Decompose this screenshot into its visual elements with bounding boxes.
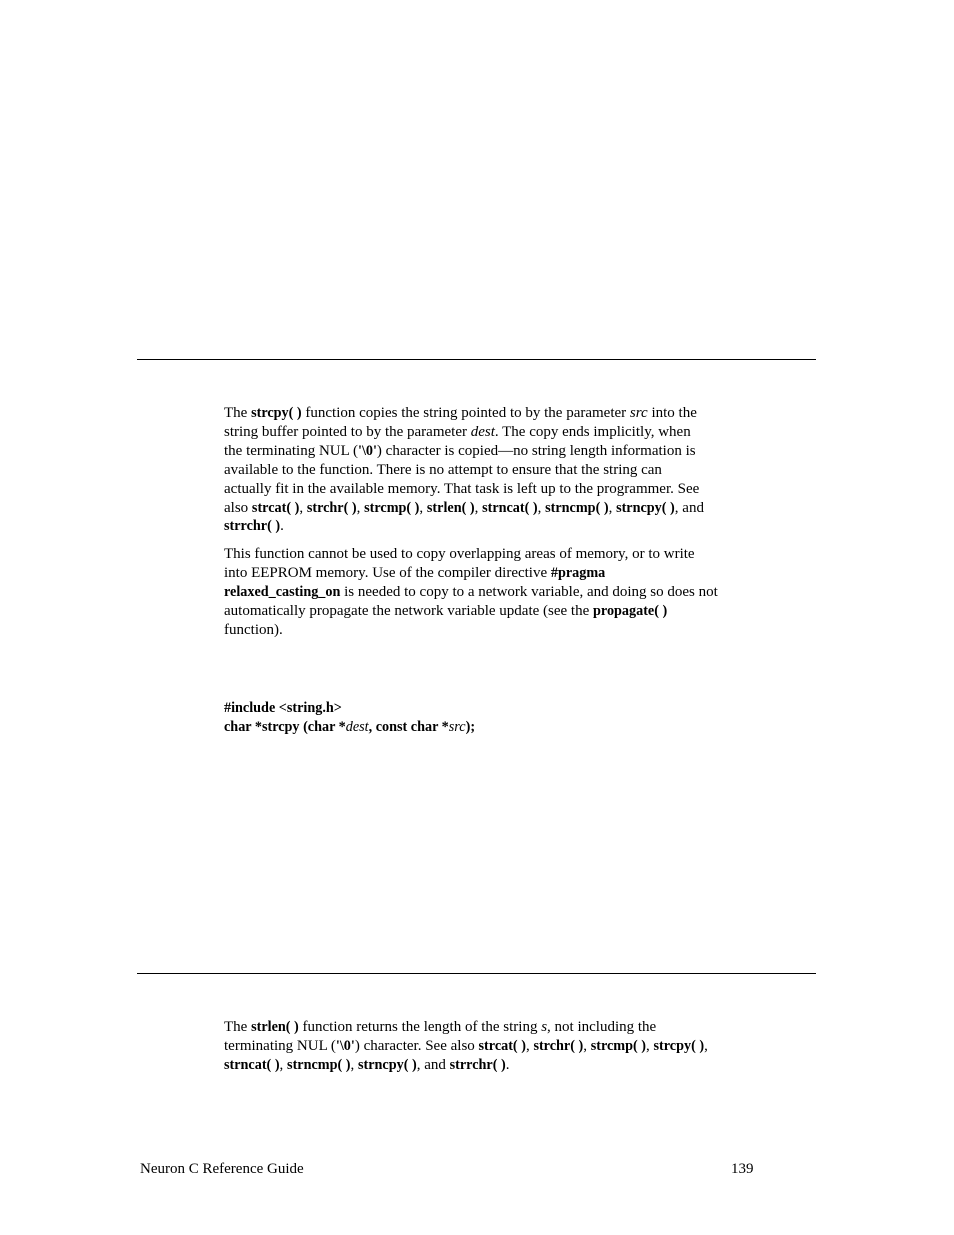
page-number: 139: [731, 1161, 754, 1177]
see-also-strchr: strchr( ): [306, 499, 357, 516]
see-also-strlen: strlen( ): [426, 499, 475, 516]
strlen-description: The strlen( ) function returns the length of the string s, not including the terminating NUL ('\0') character. See also strcat( ), strchr( ), strcmp( ), strcpy( ), strncat( ), strncmp( ), strncpy( ), and strrchr( ).: [224, 1019, 708, 1073]
s-parameter: s: [541, 1019, 548, 1035]
see-also-strcmp: strcmp( ): [590, 1037, 647, 1054]
see-also-strcpy: strcpy( ): [653, 1037, 705, 1054]
footer-title: Neuron C Reference Guide: [140, 1161, 304, 1177]
include-line: #include <string.h>: [224, 700, 342, 716]
strcpy-function-name: strcpy( ): [251, 405, 302, 421]
see-also-strncpy: strncpy( ): [357, 1056, 417, 1073]
see-also-strncat: strncat( ): [482, 499, 538, 516]
see-also-strncmp: strncmp( ): [545, 499, 609, 516]
see-also-strncat: strncat( ): [224, 1056, 280, 1073]
strcpy-syntax: [224, 699, 475, 737]
nul-literal: '\0': [335, 1037, 355, 1054]
nul-literal: '\0': [358, 442, 377, 459]
see-also-strchr: strchr( ): [533, 1037, 584, 1054]
prototype-line: char *strcpy (char *dest, const char *src);: [224, 719, 476, 735]
strlen-function-name: strlen( ): [251, 1019, 299, 1035]
see-also-strrchr: strrchr( ): [449, 1056, 506, 1073]
see-also-strcmp: strcmp( ): [364, 499, 420, 516]
src-parameter: src: [629, 405, 648, 421]
propagate-function: propagate( ): [593, 602, 668, 619]
see-also-strcat: strcat( ): [478, 1037, 526, 1054]
section-divider-strcpy: [137, 359, 816, 360]
strcpy-description: The strcpy( ) function copies the string pointed to by the parameter src into the string buffer pointed to by the parameter dest. The copy ends implicitly, when the terminating NUL ('\0') character is copied—no string length information is available to the function. There is no attempt to ensure that the string can actually fit in the available memory. That task is left up to the programmer. See also strcat( ), strchr( ), strcmp( ), strlen( ), strncat( ), strncmp( ), strncpy( ), and strrchr( ).: [224, 405, 704, 535]
pragma-keyword: #pragma: [550, 564, 606, 581]
see-also-strcat: strcat( ): [251, 499, 300, 516]
see-also-strrchr: strrchr( ): [224, 518, 281, 535]
see-also-strncpy: strncpy( ): [616, 499, 675, 516]
section-divider-strlen: [137, 973, 816, 974]
strcpy-notes: This function cannot be used to copy overlapping areas of memory, or to write into EEPROM memory. Use of the compiler directive #pragma relaxed_casting_on is needed to copy to a network variable, and doing so does not automatically propagate the network variable update (see the propagate( ) function).: [224, 546, 718, 638]
dest-parameter: dest: [470, 423, 495, 440]
pragma-name: relaxed_casting_on: [224, 583, 341, 600]
see-also-strncmp: strncmp( ): [287, 1056, 351, 1073]
